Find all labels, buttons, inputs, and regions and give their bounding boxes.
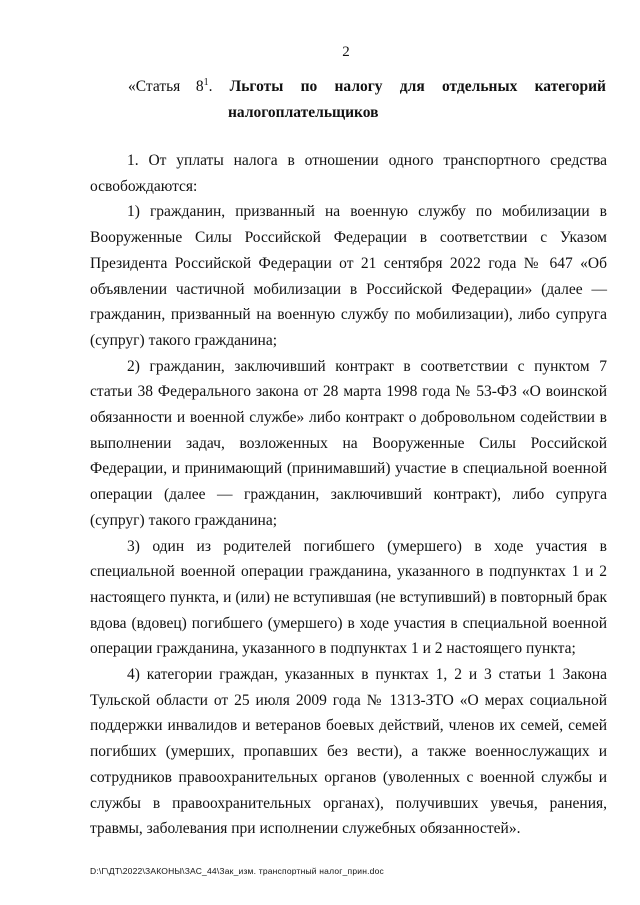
paragraph-item-3: 3) один из родителей погибшего (умершего) в ходе участия в специальной военной операции гражданина, указанного в подпунктах 1 и 2 настоящего пункта, и (или) не вступившая (не вступивший) в повторный брак вдова (вдовец) погибшего (умершего) в ходе участия в специальной военной операции гражданина, указанного в подпунктах 1 и 2 настоящего пункта; xyxy=(90,537,607,658)
title-word: Льготы xyxy=(229,78,284,95)
paragraph-item-2: 2) гражданин, заключивший контракт в соответствии с пунктом 7 статьи 38 Федерального закона от 28 марта 1998 года № 53-ФЗ «О воинской обязанности и военной службе» либо контракт о добровольном содействии в выполнении задач, возложенных на Вооруженные Силы Российской Федерации, и принимающий (принимавший) участие в специальной военной операции (далее — гражданин, заключивший контракт), либо супруга (супруг) такого гражданина; xyxy=(90,357,607,529)
article-number-superscript: 1 xyxy=(203,76,209,88)
title-word: для xyxy=(399,78,425,95)
article-number: 8 xyxy=(195,78,204,95)
article-heading-line-2: налогоплательщиков xyxy=(228,104,379,121)
title-word: по xyxy=(300,78,318,95)
title-word: отдельных xyxy=(441,78,518,95)
title-word: налогу xyxy=(334,78,383,95)
article-heading xyxy=(128,74,606,126)
article-heading-line-1 xyxy=(128,74,606,100)
article-label: «Статья xyxy=(128,78,181,95)
paragraph-item-4: 4) категории граждан, указанных в пунктах 1, 2 и 3 статьи 1 Закона Тульской области от 25 июля 2009 года № 1313-ЗТО «О мерах социальной поддержки инвалидов и ветеранов боевых действий, членов их семей, семей погибших (умерших, пропавших без вести), а также военнослужащих и сотрудников правоохранительных органов (уволенных с военной службы и службы в правоохранительных органах), получивших увечья, ранения, травмы, заболевания при исполнении служебных обязанностей». xyxy=(90,666,607,838)
document-body xyxy=(90,148,607,842)
paragraph-intro: 1. От уплаты налога в отношении одного транспортного средства освобождаются: xyxy=(90,152,607,195)
article-label-group: «Статья $8^1$. xyxy=(128,76,213,95)
paragraph-item-1: 1) гражданин, призванный на военную службу по мобилизации в Вооруженные Силы Российской Федерации в соответствии с Указом Президента Российской Федерации от 21 сентября 2022 года № 647 «Об объявлении частичной мобилизации в Российской Федерации» (далее — гражданин, призванный на военную службу по мобилизации), либо супруга (супруг) такого гражданина; xyxy=(90,203,607,349)
title-word: категорий xyxy=(534,78,606,95)
file-path-footer: D:\Г\ДТ\2022\ЗАКОНЫ\ЗАС_44\Зак_изм. транспортный налог_прин.doc xyxy=(90,866,384,876)
page-number: 2 xyxy=(342,44,350,60)
